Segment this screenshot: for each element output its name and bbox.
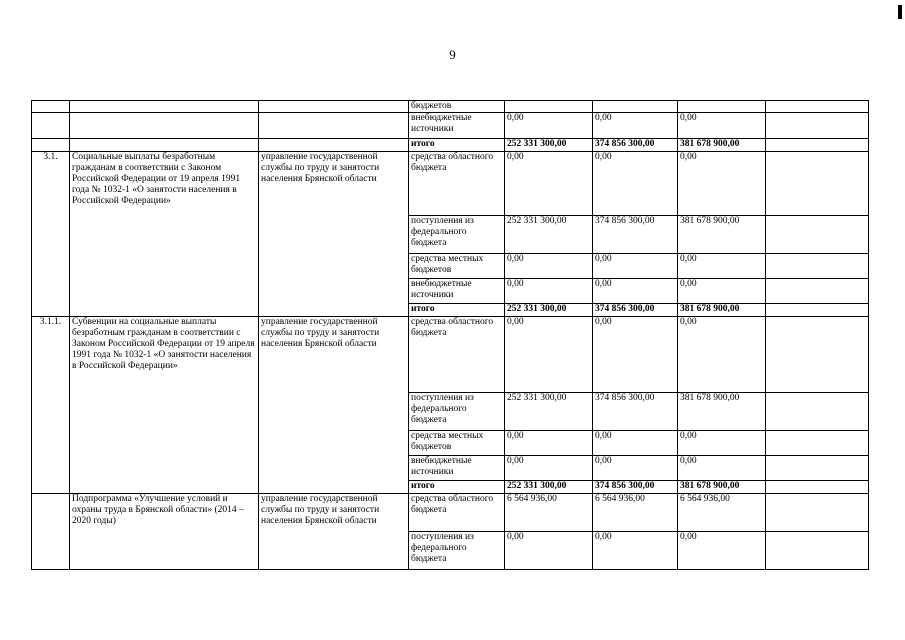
table-row: [32, 113, 869, 139]
budget-table: [31, 100, 869, 570]
item-name: Подпрограмма «Улучшение условий и охраны труда в Брянской области» (2014 – 2020 годы): [70, 494, 259, 570]
value-cell: 0,00: [593, 317, 678, 393]
value-cell: 252 331 300,00: [505, 216, 593, 254]
value-cell: 0,00: [593, 254, 678, 279]
value-cell: 0,00: [593, 456, 678, 481]
value-cell: 0,00: [505, 456, 593, 481]
item-number: 3.1.1.: [32, 317, 70, 494]
value-cell: 252 331 300,00: [505, 393, 593, 431]
table-row: [32, 139, 869, 152]
item-name: Социальные выплаты безработным гражданам в соответствии с Законом Российской Федерации от 19 апреля 1991 года № 1032-1 «О занятости населения в Российской Федерации»: [70, 152, 259, 317]
value-cell: 381 678 900,00: [678, 393, 766, 431]
value-cell: 252 331 300,00: [505, 304, 593, 317]
value-cell: 0,00: [593, 532, 678, 570]
source-cell: бюджетов: [409, 101, 505, 113]
value-cell: 0,00: [678, 532, 766, 570]
item-name: Субвенции на социальные выплаты безработным гражданам в соответствии с Законом Российской Федерации от 19 апреля 1991 года № 1032-1 «О занятости населения в Российской Федерации»: [70, 317, 259, 494]
source-cell: поступления из федерального бюджета: [409, 393, 505, 431]
value-cell: 0,00: [505, 152, 593, 216]
value-cell: 0,00: [678, 431, 766, 456]
item-number: 3.1.: [32, 152, 70, 317]
value-cell: 252 331 300,00: [505, 481, 593, 494]
value-cell: 0,00: [678, 456, 766, 481]
value-cell: 0,00: [505, 317, 593, 393]
value-cell: 374 856 300,00: [593, 216, 678, 254]
value-cell: 6 564 936,00: [678, 494, 766, 532]
source-cell: итого: [409, 304, 505, 317]
value-cell: 0,00: [678, 113, 766, 139]
table-row: [32, 101, 869, 113]
source-cell: внебюджетные источники: [409, 113, 505, 139]
value-cell: 381 678 900,00: [678, 304, 766, 317]
edge-scan-mark: [898, 5, 902, 19]
source-cell: внебюджетные источники: [409, 279, 505, 304]
source-cell: средства областного бюджета: [409, 494, 505, 532]
source-cell: поступления из федерального бюджета: [409, 216, 505, 254]
item-executor: управление государственной службы по труду и занятости населения Брянской области: [259, 494, 409, 570]
value-cell: 0,00: [505, 279, 593, 304]
value-cell: 0,00: [593, 431, 678, 456]
value-cell: 0,00: [593, 113, 678, 139]
source-cell: внебюджетные источники: [409, 456, 505, 481]
table-row: [32, 317, 869, 393]
value-cell: 0,00: [678, 254, 766, 279]
value-cell: 374 856 300,00: [593, 304, 678, 317]
source-cell: средства местных бюджетов: [409, 431, 505, 456]
value-cell: 381 678 900,00: [678, 139, 766, 152]
item-executor: управление государственной службы по труду и занятости населения Брянской области: [259, 317, 409, 494]
table-row: [32, 152, 869, 216]
value-cell: 0,00: [593, 152, 678, 216]
value-cell: 0,00: [593, 279, 678, 304]
item-executor: управление государственной службы по труду и занятости населения Брянской области: [259, 152, 409, 317]
value-cell: 374 856 300,00: [593, 139, 678, 152]
value-cell: 252 331 300,00: [505, 139, 593, 152]
value-cell: 374 856 300,00: [593, 393, 678, 431]
value-cell: 6 564 936,00: [505, 494, 593, 532]
page-number: 9: [449, 47, 456, 62]
value-cell: 0,00: [678, 279, 766, 304]
source-cell: средства областного бюджета: [409, 317, 505, 393]
value-cell: 0,00: [505, 254, 593, 279]
source-cell: итого: [409, 139, 505, 152]
table-row: [32, 494, 869, 532]
value-cell: 0,00: [505, 113, 593, 139]
value-cell: 6 564 936,00: [593, 494, 678, 532]
value-cell: 374 856 300,00: [593, 481, 678, 494]
source-cell: итого: [409, 481, 505, 494]
source-cell: средства местных бюджетов: [409, 254, 505, 279]
value-cell: 0,00: [505, 431, 593, 456]
value-cell: 0,00: [678, 152, 766, 216]
source-cell: поступления из федерального бюджета: [409, 532, 505, 570]
value-cell: 0,00: [505, 532, 593, 570]
source-cell: средства областного бюджета: [409, 152, 505, 216]
value-cell: 381 678 900,00: [678, 481, 766, 494]
value-cell: 381 678 900,00: [678, 216, 766, 254]
value-cell: 0,00: [678, 317, 766, 393]
